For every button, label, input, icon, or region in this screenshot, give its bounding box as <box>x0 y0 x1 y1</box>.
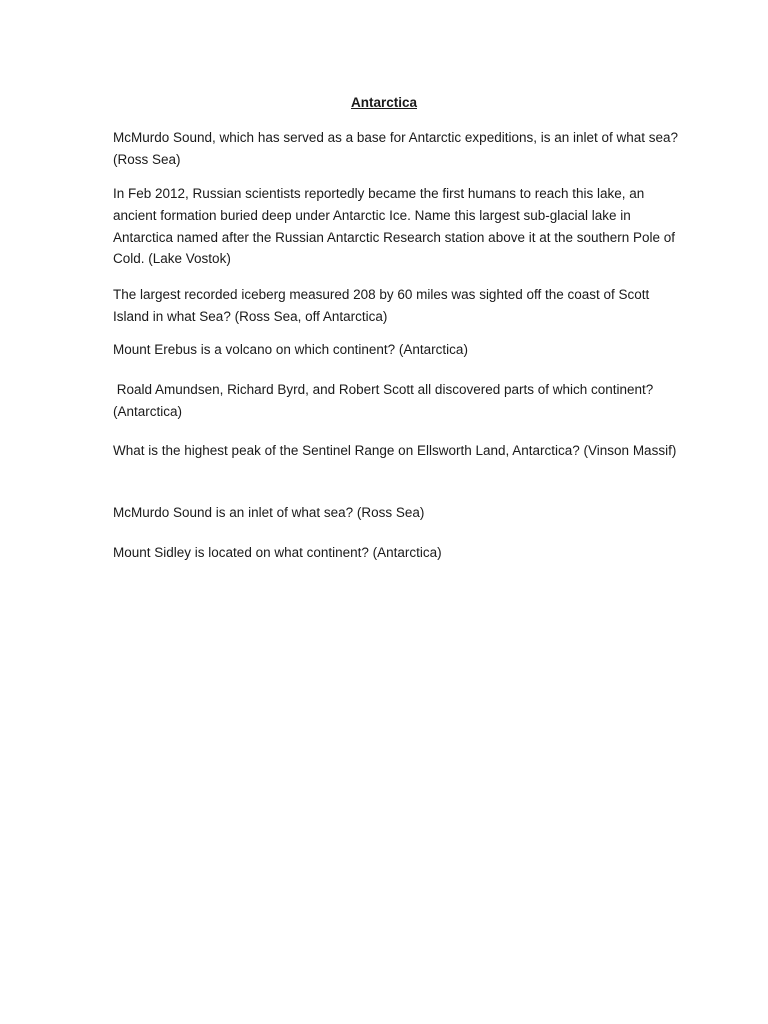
question-8: Mount Sidley is located on what continent? (Antarctica) <box>113 545 442 560</box>
question-4: Mount Erebus is a volcano on which continent? (Antarctica) <box>113 342 468 357</box>
question-2: In Feb 2012, Russian scientists reportedly became the first humans to reach this lake, an ancient formation buried deep under Antarctic Ice. Name this largest sub-glacial lake in Antarctica named after the Russian Antarctic Research station above it at the southern Pole of Cold. (Lake Vostok) <box>113 186 676 267</box>
question-1: McMurdo Sound, which has served as a base for Antarctic expeditions, is an inlet of what sea? (Ross Sea) <box>113 130 679 167</box>
document-title: Antarctica <box>350 95 418 110</box>
question-6: What is the highest peak of the Sentinel Range on Ellsworth Land, Antarctica? (Vinson Massif) <box>113 443 677 458</box>
question-7: McMurdo Sound is an inlet of what sea? (Ross Sea) <box>113 505 425 520</box>
question-5: Roald Amundsen, Richard Byrd, and Robert Scott all discovered parts of which continent? (Antarctica) <box>113 382 658 419</box>
question-3: The largest recorded iceberg measured 208 by 60 miles was sighted off the coast of Scott Island in what Sea? (Ross Sea, off Antarctica) <box>113 287 650 324</box>
